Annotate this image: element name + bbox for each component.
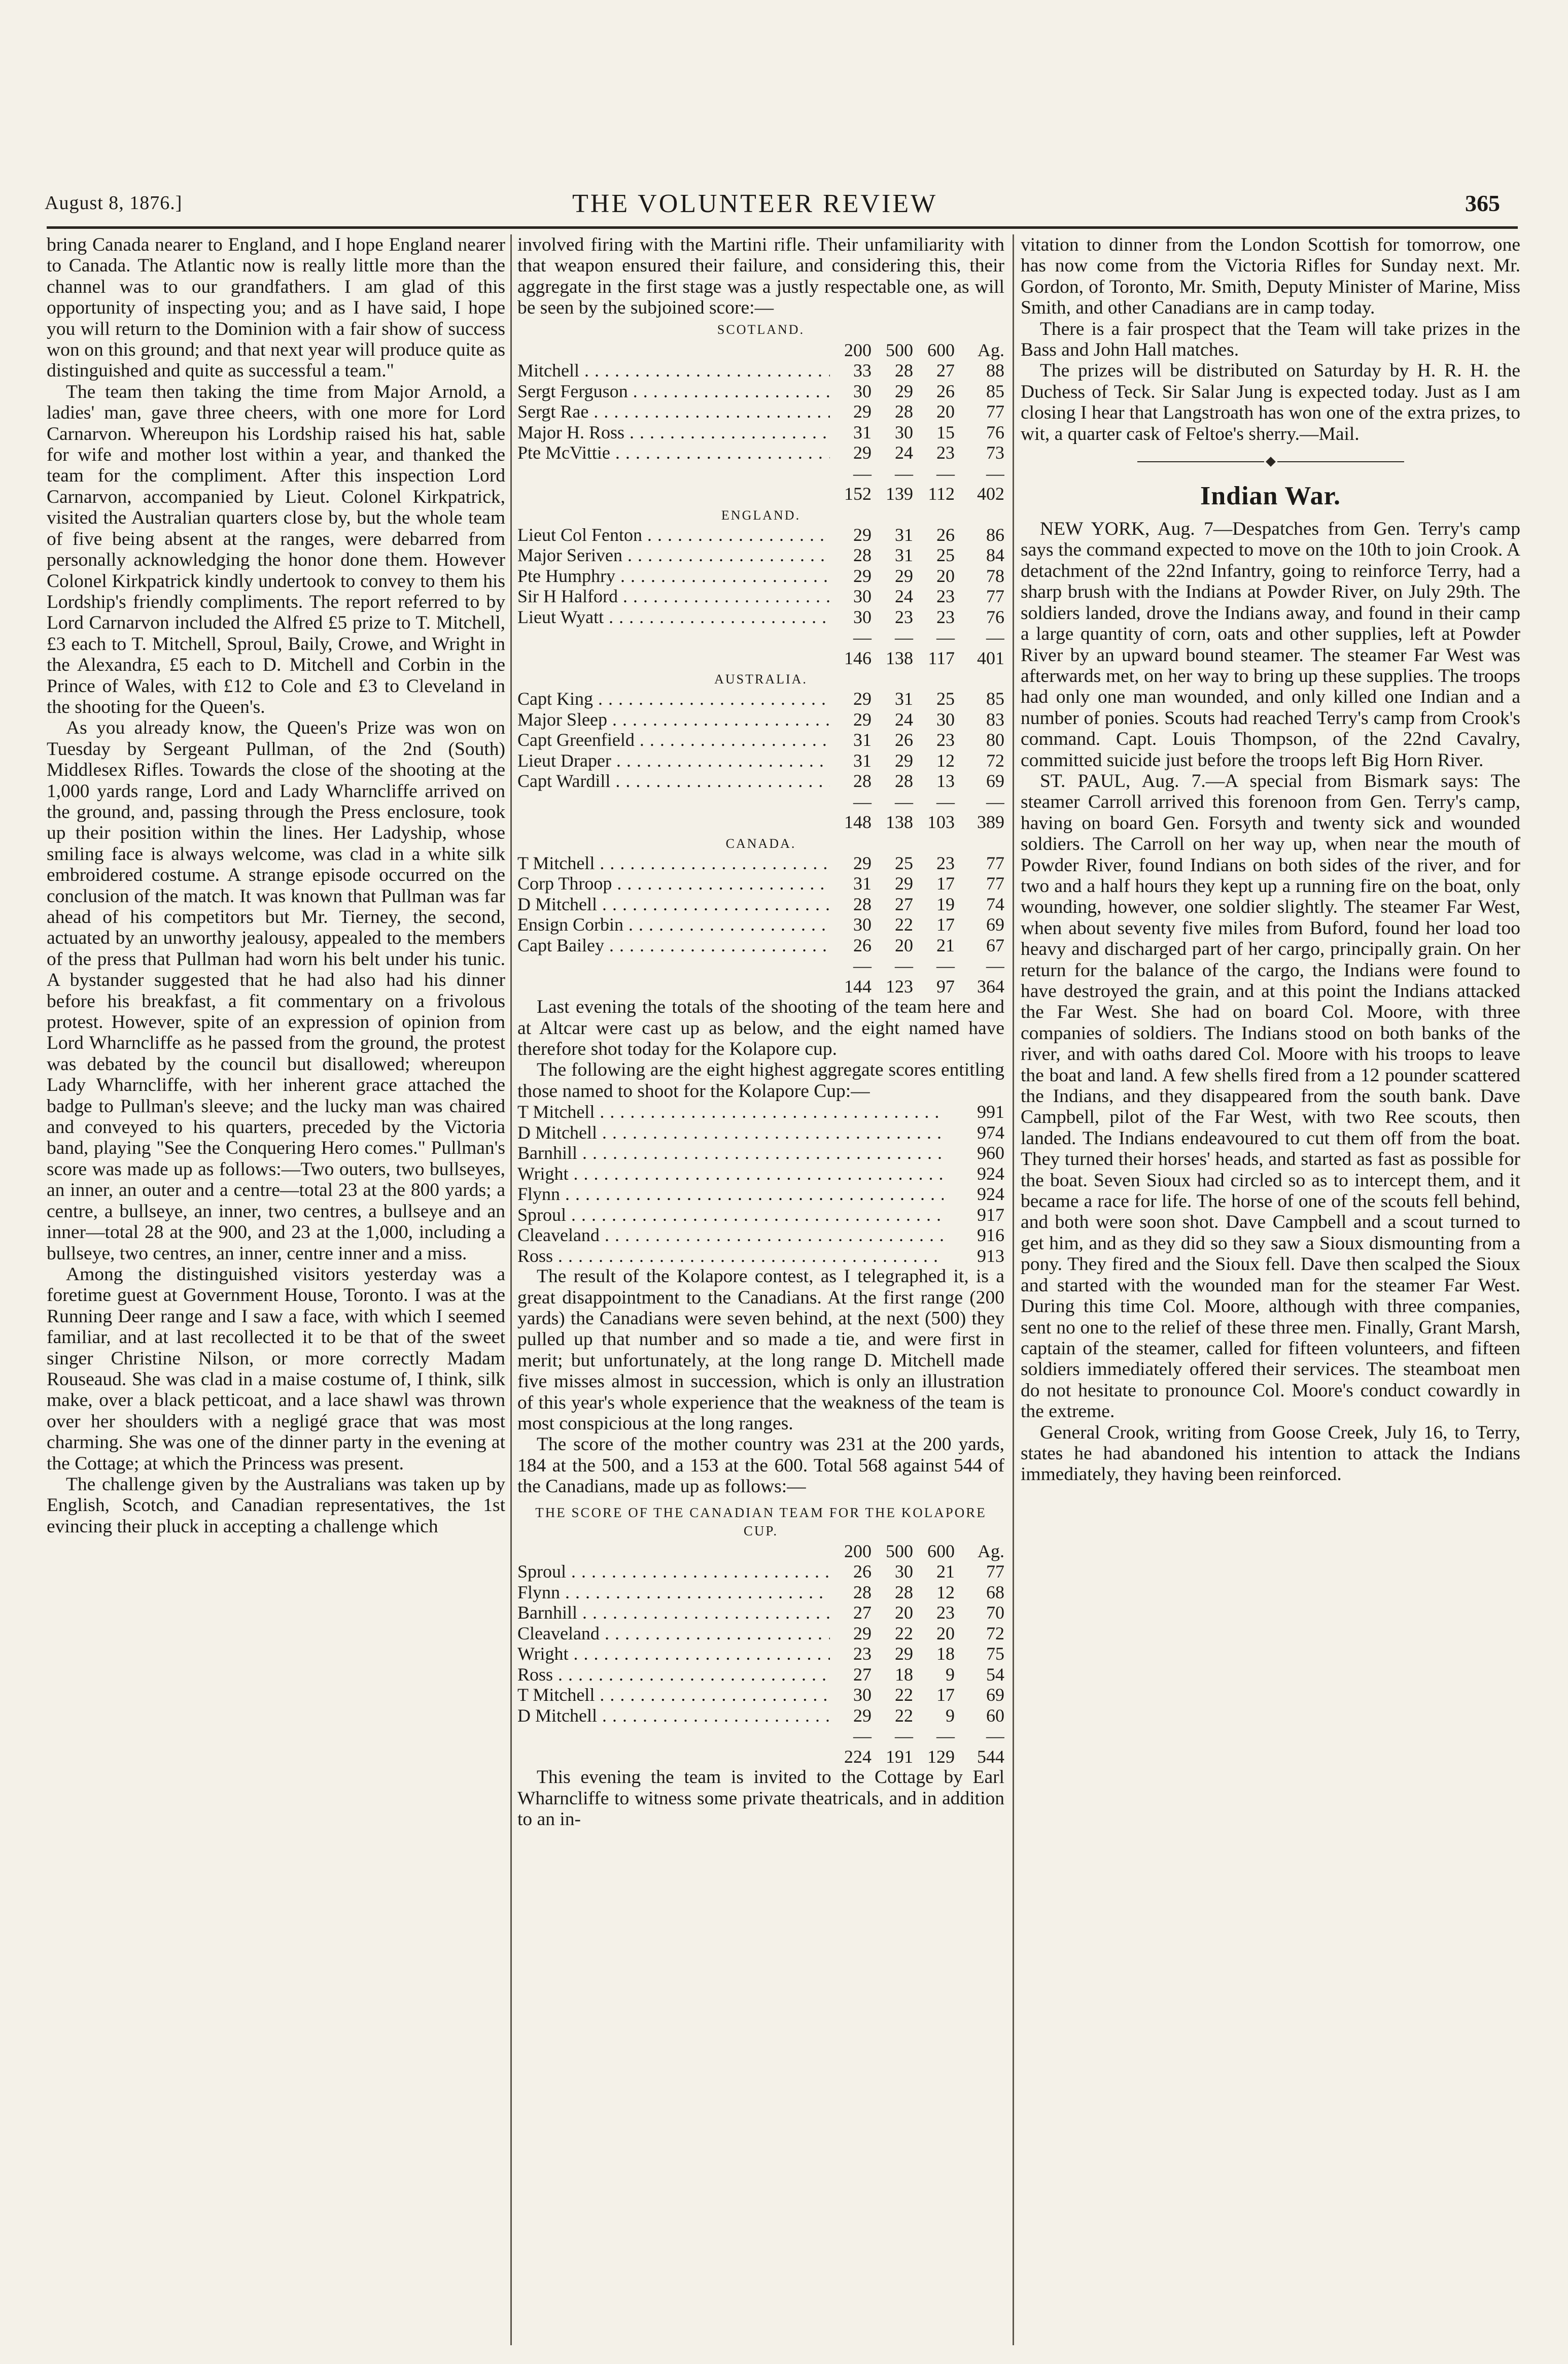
- total-separator: [517, 792, 1004, 812]
- total-cell: 144: [844, 976, 872, 997]
- paragraph: vitation to dinner from the London Scottish for tomorrow, one has now come from the Victoria Rifles for Sunday next. Mr. Gordon, of Toronto, Mr. Smith, Deputy Minister of Marine, Miss Smith, and other Canadians are in camp today.: [1021, 234, 1520, 319]
- dash-mark: —: [986, 1726, 1004, 1746]
- score-cell: 20: [936, 401, 955, 422]
- shooter-name: T Mitchell . . .: [517, 1102, 944, 1122]
- column-divider: [1013, 234, 1014, 2345]
- shooter-name: Major Seriven . . .: [517, 545, 830, 566]
- total-cell: 138: [886, 647, 913, 668]
- middle-column: [517, 234, 1004, 2348]
- table-row: [517, 545, 1004, 566]
- table-row: [517, 771, 1004, 792]
- score-cell: 31: [895, 545, 913, 566]
- column-label: Ag.: [978, 1540, 1004, 1561]
- score-cell: 69: [986, 771, 1004, 792]
- team-name: SCOTLAND.: [717, 322, 805, 337]
- score-cell: 28: [895, 401, 913, 422]
- paragraph: General Crook, writing from Goose Creek, July 16, to Terry, states he had abandoned his intention to attack the Indians immediately, they having been reinforced.: [1021, 1422, 1520, 1485]
- total-cell: 389: [977, 812, 1004, 833]
- score-cell: 21: [936, 935, 955, 955]
- table-row: [517, 1122, 1004, 1143]
- shooter-name: Cleaveland . . .: [517, 1225, 944, 1246]
- shooter-name: Ross . . .: [517, 1664, 830, 1685]
- score-cell: 29: [853, 709, 872, 730]
- score-cell: 31: [853, 730, 872, 750]
- score-cell: 23: [936, 442, 955, 463]
- score-cell: 74: [986, 894, 1004, 914]
- dash-mark: —: [853, 791, 872, 812]
- table-row: [517, 1143, 1004, 1163]
- score-cell: 30: [853, 914, 872, 935]
- table-row: [517, 873, 1004, 894]
- score-cell: 20: [895, 1602, 913, 1623]
- score-cell: 69: [986, 1685, 1004, 1705]
- score-cell: 70: [986, 1602, 1004, 1623]
- shooter-name: Flynn . . .: [517, 1582, 830, 1603]
- kolapore-table-title: THE SCORE OF THE CANADIAN TEAM FOR THE KOLAPORE CUP.: [535, 1504, 987, 1538]
- team-name: ENGLAND.: [721, 507, 801, 523]
- score-cell: 28: [853, 894, 872, 914]
- score-cell: 67: [986, 935, 1004, 955]
- shooter-name: T Mitchell . . .: [517, 853, 830, 874]
- score-cell: 86: [986, 524, 1004, 545]
- score-cell: 30: [936, 709, 955, 730]
- score-cell: 17: [936, 1685, 955, 1705]
- paragraph: The score of the mother country was 231 at the 200 yards, 184 at the 500, and a 153 at the 600. Total 568 against 544 of the Canadians, made up as follows:—: [517, 1434, 1004, 1497]
- left-column: [47, 234, 505, 2348]
- score-cell: 20: [936, 565, 955, 586]
- column-label: 200: [844, 339, 872, 360]
- paragraph: The prizes will be distributed on Saturday by H. R. H. the Duchess of Teck. Sir Salar Jung is expected today. Just as I am closing I hear that Langstroath has won one of the extra prizes, to wit, a quarter cask of Feltoe's sherry.—Mail.: [1021, 360, 1520, 444]
- score-cell: 31: [895, 689, 913, 709]
- total-cell: 402: [977, 484, 1004, 504]
- table-row: [517, 360, 1004, 381]
- paragraph: involved firing with the Martini rifle. Their unfamiliarity with that weapon ensured their failure, and considering this, their aggregate in the first stage was a justly respectable one, as will be seen by the subjoined score:—: [517, 234, 1004, 319]
- total-cell: 138: [886, 812, 913, 833]
- total-cell: 129: [927, 1746, 955, 1767]
- score-cell: 29: [895, 873, 913, 894]
- shooter-name: Wright . . .: [517, 1643, 830, 1664]
- right-column: [1021, 234, 1520, 2348]
- newspaper-title: THE VOLUNTEER REVIEW: [572, 189, 938, 218]
- dash-mark: —: [895, 627, 913, 648]
- paragraph: As you already know, the Queen's Prize was won on Tuesday by Sergeant Pullman, of the 2nd (South) Middlesex Rifles. Towards the close of the shooting at the 1,000 yards range, Lord and Lady Wharncliffe arrived on the ground, and, passing through the Press enclosure, took up their position within the lines. Her Ladyship, whose smiling face is always welcome, was clad in a white silk embroidered costume. A strange episode occurred on the conclusion of the match. It was known that Pullman was far ahead of his competitors but Mr. Tierney, the second, actuated by an unworthy jealousy, appealed to the members of the press that Pullman had worn his belt under his tunic. A bystander suggested that he had also had his dinner before his breakfast, a fit commentary on a frivolous protest. However, spite of an expression of opinion from Lord Wharncliffe as he passed from the ground, the protest was debated by the council but disallowed; whereupon Lady Wharncliffe, with her inherent grace attached the badge to Pullman's sleeve; and the lucky man was chaired and conveyed to his quarters, preceded by the Victoria band, playing "See the Conquering Hero comes." Pullman's score was made up as follows:—Two outers, two bullseyes, an inner, an outer and a centre—total 23 at the 800 yards; a centre, a bullseye, an inner, two centres, a bullseye and an inner—total 28 at the 900, and 23 at the 1,000, including a bullseye, two centres, an inner, centre inner and a miss.: [47, 717, 505, 1264]
- score-cell: 15: [936, 422, 955, 442]
- team-score-table: [517, 321, 1004, 504]
- score-cell: 23: [936, 1602, 955, 1623]
- section-divider-ornament: [1021, 452, 1520, 472]
- table-row: [517, 1246, 1004, 1266]
- score-cell: 30: [895, 1561, 913, 1582]
- score-cell: 25: [936, 545, 955, 566]
- paragraph: bring Canada nearer to England, and I hope England nearer to Canada. The Atlantic now is really little more than the channel was to our grandfathers. I am glad of this opportunity of inspecting you; and as I have said, I hope you will return to the Dominion with a fair show of success won on this ground; and that next year will produce quite as distinguished and quite as successful a team.": [47, 234, 505, 382]
- table-total-row: [517, 976, 1004, 997]
- table-row: [517, 1163, 1004, 1184]
- score-cell: 27: [853, 1664, 872, 1685]
- score-cell: 28: [853, 771, 872, 792]
- shooter-name: Lieut Col Fenton . . .: [517, 525, 830, 545]
- shooter-name: Capt Wardill . . .: [517, 771, 830, 792]
- score-cell: 72: [986, 1623, 1004, 1643]
- table-row: [517, 730, 1004, 750]
- dash-mark: —: [853, 463, 872, 484]
- score-cell: 84: [986, 545, 1004, 566]
- paragraph: There is a fair prospect that the Team will take prizes in the Bass and John Hall matches.: [1021, 318, 1520, 361]
- score-cell: 23: [936, 586, 955, 607]
- table-row: [517, 1602, 1004, 1623]
- shooter-name: Capt Bailey . . .: [517, 935, 830, 956]
- paragraph: Last evening the totals of the shooting of the team here and at Altcar were cast up as below, and the eight named have therefore shot today for the Kolapore cup.: [517, 997, 1004, 1059]
- paragraph: ST. PAUL, Aug. 7.—A special from Bismark says: The steamer Carroll arrived this forenoon from Gen. Terry's camp, having on board Gen. Forsyth and twenty sick and wounded soldiers. The Carroll on her way up, when near the mouth of Powder River, found Indians on both sides of the river, and for two and a half hours they kept up a running fire on the boat, only wounding, however, one soldier slightly. The steamer Far West, when about seventy five miles from Buford, found her load too heavy and discharged part of her cargo, principally grain. On her return for the balance of the cargo, the Indians were found to have destroyed the grain, and at this point the Indians attacked the Far West. She had on board Col. Moore, with three companies of soldiers. The Indians stood on both banks of the river, and with oaths dared Col. Moore with his troops to leave the boat and land. A few shells fired from a 12 pounder scattered the Indians, and they disappeared from the south bank. Dave Campbell, pilot of the Far West, with two Ree scouts, then landed. The Indians endeavoured to cut them off from the boat. They turned their horses' heads, and started as fast as possible for the boat. Seven Sioux had circled so as to intercept them, and it became a race for life. The horse of one of the scouts fell behind, and both were soon shot. Dave Campbell and a scout turned to get him, and as they did so they saw a Sioux dismounting from a pony. They fired and the Sioux fell. Dave then scalped the Sioux and started with the wounded man for the steamer Far West. During this time Col. Moore, although with three companies, sent no one to the relief of these three men. Finally, Grant Marsh, captain of the steamer, called for fifteen volunteers, and fifteen soldiers immediately offered their services. The steamboat men do not hesitate to pronounce Col. Moore's conduct cowardly in the extreme.: [1021, 770, 1520, 1422]
- total-cell: 364: [977, 976, 1004, 997]
- table-row: [517, 607, 1004, 628]
- table-total-row: [517, 812, 1004, 833]
- score-cell: 54: [986, 1664, 1004, 1685]
- score-cell: 31: [853, 873, 872, 894]
- table-total-row: [517, 648, 1004, 669]
- table-row: [517, 1102, 1004, 1122]
- table-row: [517, 1705, 1004, 1726]
- score-cell: 29: [895, 750, 913, 771]
- dash-mark: —: [986, 627, 1004, 648]
- score-cell: 29: [853, 524, 872, 545]
- score-cell: 974: [977, 1122, 1004, 1143]
- dash-mark: —: [936, 1726, 955, 1746]
- table-row: [517, 381, 1004, 402]
- dash-mark: —: [986, 463, 1004, 484]
- paragraph: The result of the Kolapore contest, as I telegraphed it, is a great disappointment to the Canadians. At the first range (200 yards) the Canadians were seven behind, at the next (500) they pulled up that number and so made a tie, and were first in merit; but unfortunately, at the long range D. Mitchell made five misses almost in succession, which is only an illustration of this year's whole experience that the weakness of the team is most conspicious at the long ranges.: [517, 1266, 1004, 1434]
- total-cell: 139: [886, 484, 913, 504]
- shooter-name: Wright . . .: [517, 1163, 944, 1184]
- shooter-name: Major H. Ross . . .: [517, 422, 830, 443]
- score-cell: 26: [936, 524, 955, 545]
- dash-mark: —: [853, 955, 872, 976]
- total-cell: 123: [886, 976, 913, 997]
- table-row: [517, 1225, 1004, 1246]
- dash-mark: —: [986, 791, 1004, 812]
- dash-mark: —: [895, 1726, 913, 1746]
- score-cell: 80: [986, 730, 1004, 750]
- shooter-name: Corp Throop . . .: [517, 873, 830, 894]
- total-cell: 191: [886, 1746, 913, 1767]
- shooter-name: Lieut Wyatt . . .: [517, 607, 830, 628]
- score-cell: 22: [895, 914, 913, 935]
- table-row: [517, 1582, 1004, 1603]
- header-rule: [47, 226, 1518, 229]
- article-heading: Indian War.: [1200, 482, 1341, 511]
- score-cell: 991: [977, 1102, 1004, 1122]
- score-cell: 69: [986, 914, 1004, 935]
- score-cell: 21: [936, 1561, 955, 1582]
- score-cell: 30: [853, 606, 872, 627]
- score-cell: 29: [853, 565, 872, 586]
- score-cell: 28: [895, 360, 913, 381]
- score-column-header: [517, 340, 1004, 361]
- table-row: [517, 1205, 1004, 1225]
- score-cell: 17: [936, 873, 955, 894]
- column-label: 500: [886, 1540, 913, 1561]
- score-cell: 20: [936, 1623, 955, 1643]
- score-cell: 17: [936, 914, 955, 935]
- table-row: [517, 1561, 1004, 1582]
- score-cell: 31: [853, 750, 872, 771]
- table-row: [517, 1664, 1004, 1685]
- score-cell: 29: [853, 442, 872, 463]
- score-cell: 22: [895, 1705, 913, 1726]
- total-cell: 112: [928, 484, 955, 504]
- table-total-row: [517, 484, 1004, 504]
- score-cell: 33: [853, 360, 872, 381]
- score-cell: 27: [853, 1602, 872, 1623]
- score-cell: 72: [986, 750, 1004, 771]
- dash-mark: —: [895, 955, 913, 976]
- team-name: CANADA.: [725, 836, 796, 851]
- table-row: [517, 525, 1004, 545]
- score-cell: 29: [853, 852, 872, 873]
- paragraph: This evening the team is invited to the Cottage by Earl Wharncliffe to witness some private theatricals, and in addition to an in-: [517, 1767, 1004, 1830]
- score-cell: 22: [895, 1685, 913, 1705]
- score-cell: 31: [895, 524, 913, 545]
- paragraph: Among the distinguished visitors yesterday was a foretime guest at Government House, Toronto. I was at the Running Deer range and I saw a face, with which I seemed familiar, and at last recollected it to be that of the sweet singer Christine Nilson, or more correctly Madam Rouseaud. She was clad in a maise costume of, I think, silk make, over a black petticoat, and a lace shawl was thrown over her shoulders with a negligé grace that was most charming. She was one of the dinner party in the evening at the Cottage; at which the Princess was present.: [47, 1263, 505, 1474]
- score-cell: 924: [977, 1184, 1004, 1205]
- table-row: [517, 1643, 1004, 1664]
- shooter-name: Sproul . . .: [517, 1205, 944, 1225]
- shooter-name: D Mitchell . . .: [517, 1705, 830, 1726]
- score-cell: 77: [986, 401, 1004, 422]
- score-cell: 23: [895, 606, 913, 627]
- dash-mark: —: [895, 791, 913, 812]
- total-separator: [517, 955, 1004, 976]
- score-cell: 31: [853, 422, 872, 442]
- total-separator: [517, 627, 1004, 648]
- total-cell: 146: [844, 647, 872, 668]
- score-cell: 30: [853, 1685, 872, 1705]
- score-cell: 75: [986, 1643, 1004, 1664]
- aggregate-score-list: [517, 1102, 1004, 1266]
- table-row: [517, 853, 1004, 874]
- score-cell: 29: [895, 565, 913, 586]
- shooter-name: Barnhill . . .: [517, 1602, 830, 1623]
- score-cell: 28: [853, 1582, 872, 1602]
- team-score-table: [517, 670, 1004, 833]
- dash-mark: —: [895, 463, 913, 484]
- score-cell: 23: [853, 1643, 872, 1664]
- score-cell: 26: [895, 730, 913, 750]
- score-cell: 26: [936, 381, 955, 401]
- score-cell: 77: [986, 1561, 1004, 1582]
- score-cell: 25: [936, 689, 955, 709]
- shooter-name: Ensign Corbin . . .: [517, 914, 830, 935]
- dash-mark: —: [936, 627, 955, 648]
- table-row: [517, 566, 1004, 587]
- table-row: [517, 1685, 1004, 1705]
- total-cell: 103: [927, 812, 955, 833]
- table-row: [517, 1184, 1004, 1205]
- score-cell: 28: [895, 1582, 913, 1602]
- paragraph: The team then taking the time from Major Arnold, a ladies' man, gave three cheers, with one more for Lord Carnarvon. Whereupon his Lordship raised his hat, sable for wife and mother lost within a year, and thanked the team for the compliment. After this inspection Lord Carnarvon, accompanied by Lieut. Colonel Kirkpatrick, visited the Australian quarters close by, but the whole team of five being absent at the ranges, were debarred from personally acknowledging the honor done them. However Colonel Kirkpatrick kindly undertook to convey to them his Lordship's friendly compliments. The report referred to by Lord Carnarvon included the Alfred £5 prize to T. Mitchell, £3 each to T. Mitchell, Sproul, Baily, Crowe, and Wright in the Alexandra, £5 each to D. Mitchell and Corbin in the Prince of Wales, with £12 to Cole and £3 to Cleveland in the shooting for the Queen's.: [47, 381, 505, 717]
- shooter-name: Sergt Ferguson . . .: [517, 381, 830, 402]
- score-cell: 24: [895, 586, 913, 607]
- dash-mark: —: [853, 1726, 872, 1746]
- score-cell: 23: [936, 852, 955, 873]
- kolapore-score-table: [517, 1541, 1004, 1767]
- dash-mark: —: [936, 791, 955, 812]
- score-cell: 77: [986, 852, 1004, 873]
- shooter-name: Capt King . . .: [517, 689, 830, 709]
- score-cell: 24: [895, 709, 913, 730]
- score-cell: 960: [977, 1143, 1004, 1163]
- shooter-name: Barnhill . . .: [517, 1143, 944, 1163]
- shooter-name: T Mitchell . . .: [517, 1685, 830, 1705]
- team-score-table: [517, 835, 1004, 997]
- score-cell: 18: [936, 1643, 955, 1664]
- score-cell: 23: [936, 730, 955, 750]
- page-number: 365: [1465, 190, 1500, 216]
- table-row: [517, 422, 1004, 443]
- table-row: [517, 689, 1004, 709]
- total-cell: 148: [844, 812, 872, 833]
- table-row: [517, 1623, 1004, 1644]
- table-total-row: [517, 1746, 1004, 1767]
- score-cell: 76: [986, 422, 1004, 442]
- score-cell: 78: [986, 565, 1004, 586]
- total-separator: [517, 1726, 1004, 1746]
- column-label: 600: [927, 339, 955, 360]
- score-cell: 18: [895, 1664, 913, 1685]
- table-row: [517, 586, 1004, 607]
- score-cell: 29: [895, 1643, 913, 1664]
- score-cell: 30: [853, 381, 872, 401]
- score-cell: 29: [853, 401, 872, 422]
- column-label: 200: [844, 1540, 872, 1561]
- score-cell: 25: [895, 852, 913, 873]
- shooter-name: Sproul . . .: [517, 1561, 830, 1582]
- score-cell: 12: [936, 1582, 955, 1602]
- score-tables: [517, 321, 1004, 997]
- score-cell: 30: [895, 422, 913, 442]
- shooter-name: Ross . . .: [517, 1246, 944, 1266]
- score-cell: 12: [936, 750, 955, 771]
- score-cell: 26: [853, 1561, 872, 1582]
- score-cell: 22: [895, 1623, 913, 1643]
- total-separator: [517, 463, 1004, 484]
- table-row: [517, 935, 1004, 956]
- score-cell: 9: [946, 1705, 955, 1726]
- table-row: [517, 894, 1004, 915]
- score-cell: 29: [853, 1623, 872, 1643]
- shooter-name: Sergt Rae . . .: [517, 401, 830, 422]
- score-cell: 28: [853, 545, 872, 566]
- score-cell: 77: [986, 586, 1004, 607]
- score-cell: 27: [936, 360, 955, 381]
- score-column-header: [517, 1541, 1004, 1562]
- total-cell: 224: [844, 1746, 872, 1767]
- score-cell: 85: [986, 381, 1004, 401]
- score-cell: 29: [853, 1705, 872, 1726]
- score-cell: 83: [986, 709, 1004, 730]
- score-cell: 28: [895, 771, 913, 792]
- issue-date: August 8, 1876.]: [45, 192, 183, 214]
- shooter-name: Sir H Halford . . .: [517, 586, 830, 607]
- score-cell: 924: [977, 1163, 1004, 1184]
- team-score-table: [517, 506, 1004, 669]
- score-cell: 85: [986, 689, 1004, 709]
- paragraph: NEW YORK, Aug. 7—Despatches from Gen. Terry's camp says the command expected to move on the 10th to join Crook. A detachment of the 22nd Infantry, going to reinforce Terry, had a sharp brush with the Indians at Powder River, on July 29th. The soldiers landed, drove the Indians away, and found in their camp a large quantity of corn, oats and other supplies, left at Powder River by an upward bound steamer. The steamer Far West was afterwards met, on her way to bring up these supplies. The troops had only one man wounded, and only killed one Indian and a number of ponies. Scouts had reached Terry's camp from Crook's command. Capt. Louis Thompson, of the 22nd Cavalry, committed suicide just before the troops left Big Horn River.: [1021, 519, 1520, 771]
- score-cell: 23: [936, 606, 955, 627]
- column-label: 500: [886, 339, 913, 360]
- column-label: 600: [927, 1540, 955, 1561]
- shooter-name: Mitchell . . .: [517, 360, 830, 381]
- score-cell: 917: [977, 1204, 1004, 1225]
- shooter-name: Capt Greenfield . . .: [517, 730, 830, 750]
- score-cell: 9: [946, 1664, 955, 1685]
- dash-mark: —: [986, 955, 1004, 976]
- total-cell: 401: [977, 647, 1004, 668]
- score-cell: 73: [986, 442, 1004, 463]
- score-cell: 24: [895, 442, 913, 463]
- table-row: [517, 442, 1004, 463]
- total-cell: 152: [844, 484, 872, 504]
- shooter-name: Flynn . . .: [517, 1184, 944, 1205]
- score-cell: 60: [986, 1705, 1004, 1726]
- paragraph: The following are the eight highest aggregate scores entitling those named to shoot for the Kolapore Cup:—: [517, 1059, 1004, 1102]
- team-name: AUSTRALIA.: [714, 672, 808, 687]
- score-cell: 13: [936, 771, 955, 792]
- shooter-name: D Mitchell . . .: [517, 894, 830, 915]
- table-row: [517, 709, 1004, 730]
- score-cell: 27: [895, 894, 913, 914]
- shooter-name: Lieut Draper . . .: [517, 750, 830, 771]
- column-label: Ag.: [978, 339, 1004, 360]
- score-cell: 20: [895, 935, 913, 955]
- total-cell: 544: [977, 1746, 1004, 1767]
- score-cell: 916: [977, 1225, 1004, 1246]
- dash-mark: —: [936, 463, 955, 484]
- dash-mark: —: [853, 627, 872, 648]
- paragraph: The challenge given by the Australians was taken up by English, Scotch, and Canadian representatives, the 1st evincing their pluck in accepting a challenge which: [47, 1474, 505, 1537]
- score-cell: 30: [853, 586, 872, 607]
- total-cell: 97: [936, 976, 955, 997]
- total-cell: 117: [928, 647, 955, 668]
- score-cell: 68: [986, 1582, 1004, 1602]
- column-divider: [510, 234, 512, 2345]
- shooter-name: Pte McVittie . . .: [517, 442, 830, 463]
- shooter-name: D Mitchell . . .: [517, 1122, 944, 1143]
- score-cell: 76: [986, 606, 1004, 627]
- dash-mark: —: [936, 955, 955, 976]
- table-row: [517, 750, 1004, 771]
- score-cell: 26: [853, 935, 872, 955]
- score-cell: 29: [853, 689, 872, 709]
- score-cell: 77: [986, 873, 1004, 894]
- score-cell: 88: [986, 360, 1004, 381]
- shooter-name: Cleaveland . . .: [517, 1623, 830, 1644]
- score-cell: 29: [895, 381, 913, 401]
- table-row: [517, 914, 1004, 935]
- score-cell: 913: [977, 1245, 1004, 1266]
- shooter-name: Pte Humphry . . .: [517, 566, 830, 587]
- score-cell: 19: [936, 894, 955, 914]
- table-row: [517, 401, 1004, 422]
- shooter-name: Major Sleep . . .: [517, 709, 830, 730]
